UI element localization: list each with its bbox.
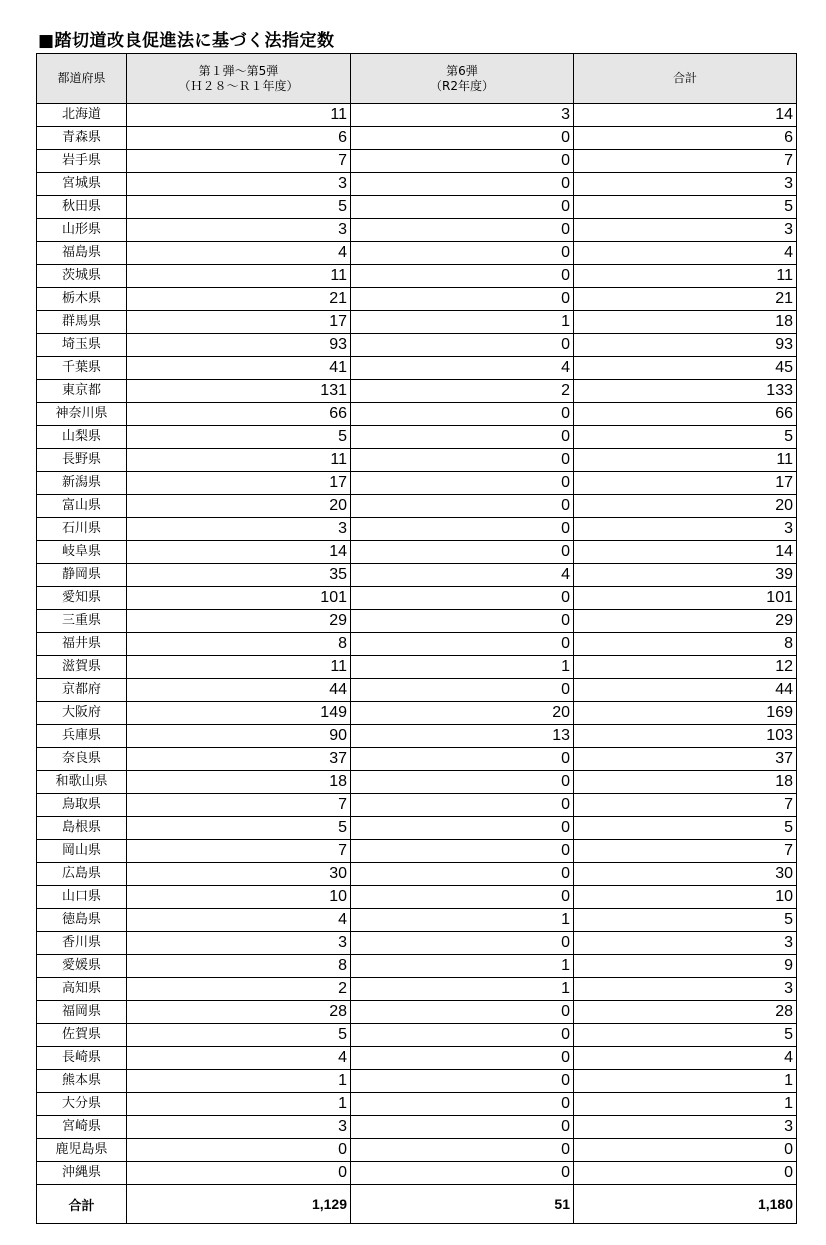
table-row: [37, 1139, 797, 1162]
total-cell: 103: [574, 725, 797, 748]
prefecture-cell: 山口県: [37, 886, 127, 909]
table-row: [37, 196, 797, 219]
phase6-cell: 1: [351, 909, 574, 932]
phase6-cell: 0: [351, 1139, 574, 1162]
designation-table: [36, 53, 797, 1224]
phase1to5-cell: 0: [127, 1139, 351, 1162]
table-body: [37, 104, 797, 1185]
table-row: [37, 1024, 797, 1047]
prefecture-cell: 三重県: [37, 610, 127, 633]
total-cell: 14: [574, 541, 797, 564]
total-cell: 1: [574, 1093, 797, 1116]
table-row: [37, 472, 797, 495]
total-cell: 7: [574, 150, 797, 173]
prefecture-cell: 富山県: [37, 495, 127, 518]
phase6-cell: 0: [351, 1001, 574, 1024]
header-row: [37, 54, 797, 104]
total-cell: 5: [574, 1024, 797, 1047]
phase1to5-cell: 44: [127, 679, 351, 702]
phase1to5-cell: 5: [127, 426, 351, 449]
total-sum: 1,180: [574, 1185, 797, 1224]
phase1to5-cell: 28: [127, 1001, 351, 1024]
phase1to5-cell: 18: [127, 771, 351, 794]
table-row: [37, 1116, 797, 1139]
prefecture-cell: 長崎県: [37, 1047, 127, 1070]
column-header-phase1to5-line1: 第１弾～第5弾: [198, 63, 279, 78]
phase6-cell: 0: [351, 173, 574, 196]
total-cell: 44: [574, 679, 797, 702]
table-row: [37, 748, 797, 771]
phase1to5-cell: 8: [127, 633, 351, 656]
prefecture-cell: 新潟県: [37, 472, 127, 495]
phase6-cell: 1: [351, 978, 574, 1001]
table-row: [37, 1162, 797, 1185]
table-row: [37, 265, 797, 288]
total-cell: 5: [574, 817, 797, 840]
prefecture-cell: 茨城県: [37, 265, 127, 288]
total-cell: 7: [574, 794, 797, 817]
phase1to5-cell: 3: [127, 932, 351, 955]
prefecture-cell: 鹿児島県: [37, 1139, 127, 1162]
total-cell: 4: [574, 242, 797, 265]
phase1to5-cell: 5: [127, 1024, 351, 1047]
total-cell: 7: [574, 840, 797, 863]
table-row: [37, 633, 797, 656]
column-header-phase6-line1: 第6弾: [446, 63, 478, 78]
page-title: ■踏切道改良促進法に基づく法指定数: [38, 31, 335, 51]
prefecture-cell: 長野県: [37, 449, 127, 472]
total-cell: 0: [574, 1162, 797, 1185]
total-cell: 5: [574, 426, 797, 449]
total-cell: 20: [574, 495, 797, 518]
total-phase1to5: 1,129: [127, 1185, 351, 1224]
phase6-cell: 0: [351, 449, 574, 472]
table-row: [37, 702, 797, 725]
table-row: [37, 886, 797, 909]
phase6-cell: 0: [351, 794, 574, 817]
prefecture-cell: 宮城県: [37, 173, 127, 196]
phase1to5-cell: 3: [127, 173, 351, 196]
phase6-cell: 13: [351, 725, 574, 748]
table-row: [37, 978, 797, 1001]
column-header-phase6-line2: （R2年度）: [430, 78, 494, 93]
total-cell: 0: [574, 1139, 797, 1162]
column-header-phase1to5: [127, 54, 351, 104]
total-cell: 10: [574, 886, 797, 909]
total-cell: 9: [574, 955, 797, 978]
phase6-cell: 0: [351, 495, 574, 518]
table-row: [37, 863, 797, 886]
table-row: [37, 771, 797, 794]
phase6-cell: 0: [351, 472, 574, 495]
prefecture-cell: 千葉県: [37, 357, 127, 380]
total-cell: 3: [574, 932, 797, 955]
total-cell: 30: [574, 863, 797, 886]
prefecture-cell: 山形県: [37, 219, 127, 242]
phase6-cell: 0: [351, 840, 574, 863]
total-cell: 4: [574, 1047, 797, 1070]
phase1to5-cell: 11: [127, 265, 351, 288]
table-row: [37, 541, 797, 564]
phase6-cell: 0: [351, 817, 574, 840]
phase6-cell: 2: [351, 380, 574, 403]
phase6-cell: 0: [351, 265, 574, 288]
prefecture-cell: 鳥取県: [37, 794, 127, 817]
total-cell: 18: [574, 771, 797, 794]
phase6-cell: 0: [351, 242, 574, 265]
prefecture-cell: 群馬県: [37, 311, 127, 334]
prefecture-cell: 沖縄県: [37, 1162, 127, 1185]
phase6-cell: 0: [351, 518, 574, 541]
table-row: [37, 909, 797, 932]
phase1to5-cell: 3: [127, 219, 351, 242]
total-cell: 133: [574, 380, 797, 403]
phase6-cell: 3: [351, 104, 574, 127]
table-row: [37, 1093, 797, 1116]
phase1to5-cell: 7: [127, 840, 351, 863]
phase6-cell: 0: [351, 219, 574, 242]
phase6-cell: 0: [351, 127, 574, 150]
prefecture-cell: 兵庫県: [37, 725, 127, 748]
phase6-cell: 0: [351, 334, 574, 357]
phase1to5-cell: 11: [127, 104, 351, 127]
table-row: [37, 288, 797, 311]
phase1to5-cell: 10: [127, 886, 351, 909]
table-row: [37, 564, 797, 587]
total-cell: 101: [574, 587, 797, 610]
table-row: [37, 817, 797, 840]
total-cell: 1: [574, 1070, 797, 1093]
table-row: [37, 610, 797, 633]
phase6-cell: 0: [351, 1116, 574, 1139]
table-row: [37, 380, 797, 403]
prefecture-cell: 広島県: [37, 863, 127, 886]
table-row: [37, 679, 797, 702]
table-row: [37, 449, 797, 472]
total-cell: 39: [574, 564, 797, 587]
prefecture-cell: 東京都: [37, 380, 127, 403]
prefecture-cell: 福岡県: [37, 1001, 127, 1024]
prefecture-cell: 岩手県: [37, 150, 127, 173]
table-row: [37, 1001, 797, 1024]
phase1to5-cell: 8: [127, 955, 351, 978]
phase6-cell: 4: [351, 357, 574, 380]
phase1to5-cell: 6: [127, 127, 351, 150]
prefecture-cell: 高知県: [37, 978, 127, 1001]
phase1to5-cell: 5: [127, 817, 351, 840]
phase6-cell: 0: [351, 1047, 574, 1070]
phase1to5-cell: 14: [127, 541, 351, 564]
phase6-cell: 0: [351, 541, 574, 564]
column-header-phase1to5-line2: （Ｈ２８～Ｒ１年度）: [178, 78, 299, 93]
phase1to5-cell: 66: [127, 403, 351, 426]
table-row: [37, 173, 797, 196]
phase6-cell: 0: [351, 1093, 574, 1116]
total-label: 合計: [37, 1185, 127, 1224]
total-cell: 37: [574, 748, 797, 771]
table-row: [37, 242, 797, 265]
phase6-cell: 0: [351, 587, 574, 610]
table-row: [37, 840, 797, 863]
table-row: [37, 955, 797, 978]
total-cell: 45: [574, 357, 797, 380]
prefecture-cell: 宮崎県: [37, 1116, 127, 1139]
prefecture-cell: 大阪府: [37, 702, 127, 725]
phase6-cell: 0: [351, 863, 574, 886]
prefecture-cell: 佐賀県: [37, 1024, 127, 1047]
table-row: [37, 127, 797, 150]
prefecture-cell: 神奈川県: [37, 403, 127, 426]
prefecture-cell: 秋田県: [37, 196, 127, 219]
table-row: [37, 357, 797, 380]
phase6-cell: 1: [351, 656, 574, 679]
table-row: [37, 587, 797, 610]
phase6-cell: 4: [351, 564, 574, 587]
prefecture-cell: 愛媛県: [37, 955, 127, 978]
phase6-cell: 20: [351, 702, 574, 725]
phase1to5-cell: 131: [127, 380, 351, 403]
total-cell: 12: [574, 656, 797, 679]
table-row: [37, 1070, 797, 1093]
prefecture-cell: 香川県: [37, 932, 127, 955]
table-row: [37, 932, 797, 955]
phase1to5-cell: 17: [127, 311, 351, 334]
phase1to5-cell: 30: [127, 863, 351, 886]
prefecture-cell: 青森県: [37, 127, 127, 150]
total-cell: 3: [574, 1116, 797, 1139]
column-header-total: [574, 54, 797, 104]
prefecture-cell: 石川県: [37, 518, 127, 541]
phase6-cell: 0: [351, 771, 574, 794]
prefecture-cell: 愛知県: [37, 587, 127, 610]
prefecture-cell: 埼玉県: [37, 334, 127, 357]
table-row: [37, 426, 797, 449]
prefecture-cell: 熊本県: [37, 1070, 127, 1093]
phase1to5-cell: 1: [127, 1070, 351, 1093]
table-row: [37, 725, 797, 748]
column-header-total-label: 合計: [672, 71, 697, 85]
total-cell: 169: [574, 702, 797, 725]
total-cell: 3: [574, 978, 797, 1001]
total-cell: 18: [574, 311, 797, 334]
phase6-cell: 0: [351, 288, 574, 311]
total-cell: 3: [574, 173, 797, 196]
total-cell: 66: [574, 403, 797, 426]
column-header-phase6: [351, 54, 574, 104]
phase1to5-cell: 29: [127, 610, 351, 633]
table-row: [37, 311, 797, 334]
total-cell: 11: [574, 265, 797, 288]
prefecture-cell: 岐阜県: [37, 541, 127, 564]
prefecture-cell: 和歌山県: [37, 771, 127, 794]
phase1to5-cell: 93: [127, 334, 351, 357]
phase1to5-cell: 35: [127, 564, 351, 587]
phase6-cell: 0: [351, 633, 574, 656]
total-cell: 5: [574, 196, 797, 219]
total-cell: 29: [574, 610, 797, 633]
prefecture-cell: 滋賀県: [37, 656, 127, 679]
phase1to5-cell: 3: [127, 518, 351, 541]
table-row: [37, 656, 797, 679]
prefecture-cell: 静岡県: [37, 564, 127, 587]
phase1to5-cell: 20: [127, 495, 351, 518]
phase6-cell: 1: [351, 955, 574, 978]
phase1to5-cell: 2: [127, 978, 351, 1001]
phase1to5-cell: 0: [127, 1162, 351, 1185]
phase6-cell: 1: [351, 311, 574, 334]
phase6-cell: 0: [351, 679, 574, 702]
phase1to5-cell: 101: [127, 587, 351, 610]
phase1to5-cell: 90: [127, 725, 351, 748]
phase6-cell: 0: [351, 932, 574, 955]
phase1to5-cell: 7: [127, 150, 351, 173]
phase6-cell: 0: [351, 1024, 574, 1047]
prefecture-cell: 島根県: [37, 817, 127, 840]
prefecture-cell: 栃木県: [37, 288, 127, 311]
phase6-cell: 0: [351, 610, 574, 633]
phase1to5-cell: 11: [127, 656, 351, 679]
table-row: [37, 219, 797, 242]
phase6-cell: 0: [351, 1162, 574, 1185]
phase6-cell: 0: [351, 426, 574, 449]
prefecture-cell: 奈良県: [37, 748, 127, 771]
prefecture-cell: 大分県: [37, 1093, 127, 1116]
phase1to5-cell: 4: [127, 1047, 351, 1070]
phase1to5-cell: 11: [127, 449, 351, 472]
total-row: [37, 1185, 797, 1224]
phase1to5-cell: 3: [127, 1116, 351, 1139]
table-row: [37, 104, 797, 127]
total-cell: 3: [574, 518, 797, 541]
phase1to5-cell: 149: [127, 702, 351, 725]
phase1to5-cell: 37: [127, 748, 351, 771]
table-row: [37, 150, 797, 173]
table-row: [37, 403, 797, 426]
prefecture-cell: 京都府: [37, 679, 127, 702]
total-phase6: 51: [351, 1185, 574, 1224]
phase1to5-cell: 41: [127, 357, 351, 380]
total-cell: 93: [574, 334, 797, 357]
total-cell: 3: [574, 219, 797, 242]
column-header-prefecture: [37, 54, 127, 104]
total-cell: 6: [574, 127, 797, 150]
phase1to5-cell: 4: [127, 909, 351, 932]
phase6-cell: 0: [351, 1070, 574, 1093]
phase6-cell: 0: [351, 150, 574, 173]
column-header-prefecture-label: 都道府県: [57, 71, 106, 85]
total-cell: 8: [574, 633, 797, 656]
prefecture-cell: 岡山県: [37, 840, 127, 863]
prefecture-cell: 福井県: [37, 633, 127, 656]
prefecture-cell: 北海道: [37, 104, 127, 127]
prefecture-cell: 山梨県: [37, 426, 127, 449]
phase6-cell: 0: [351, 748, 574, 771]
prefecture-cell: 徳島県: [37, 909, 127, 932]
phase1to5-cell: 4: [127, 242, 351, 265]
total-cell: 17: [574, 472, 797, 495]
phase6-cell: 0: [351, 196, 574, 219]
phase1to5-cell: 1: [127, 1093, 351, 1116]
table-row: [37, 794, 797, 817]
phase1to5-cell: 17: [127, 472, 351, 495]
phase1to5-cell: 5: [127, 196, 351, 219]
phase6-cell: 0: [351, 886, 574, 909]
total-cell: 21: [574, 288, 797, 311]
table-row: [37, 334, 797, 357]
prefecture-cell: 福島県: [37, 242, 127, 265]
total-cell: 14: [574, 104, 797, 127]
total-cell: 28: [574, 1001, 797, 1024]
phase1to5-cell: 21: [127, 288, 351, 311]
phase6-cell: 0: [351, 403, 574, 426]
total-cell: 5: [574, 909, 797, 932]
table-row: [37, 495, 797, 518]
table-row: [37, 518, 797, 541]
phase1to5-cell: 7: [127, 794, 351, 817]
total-cell: 11: [574, 449, 797, 472]
table-row: [37, 1047, 797, 1070]
